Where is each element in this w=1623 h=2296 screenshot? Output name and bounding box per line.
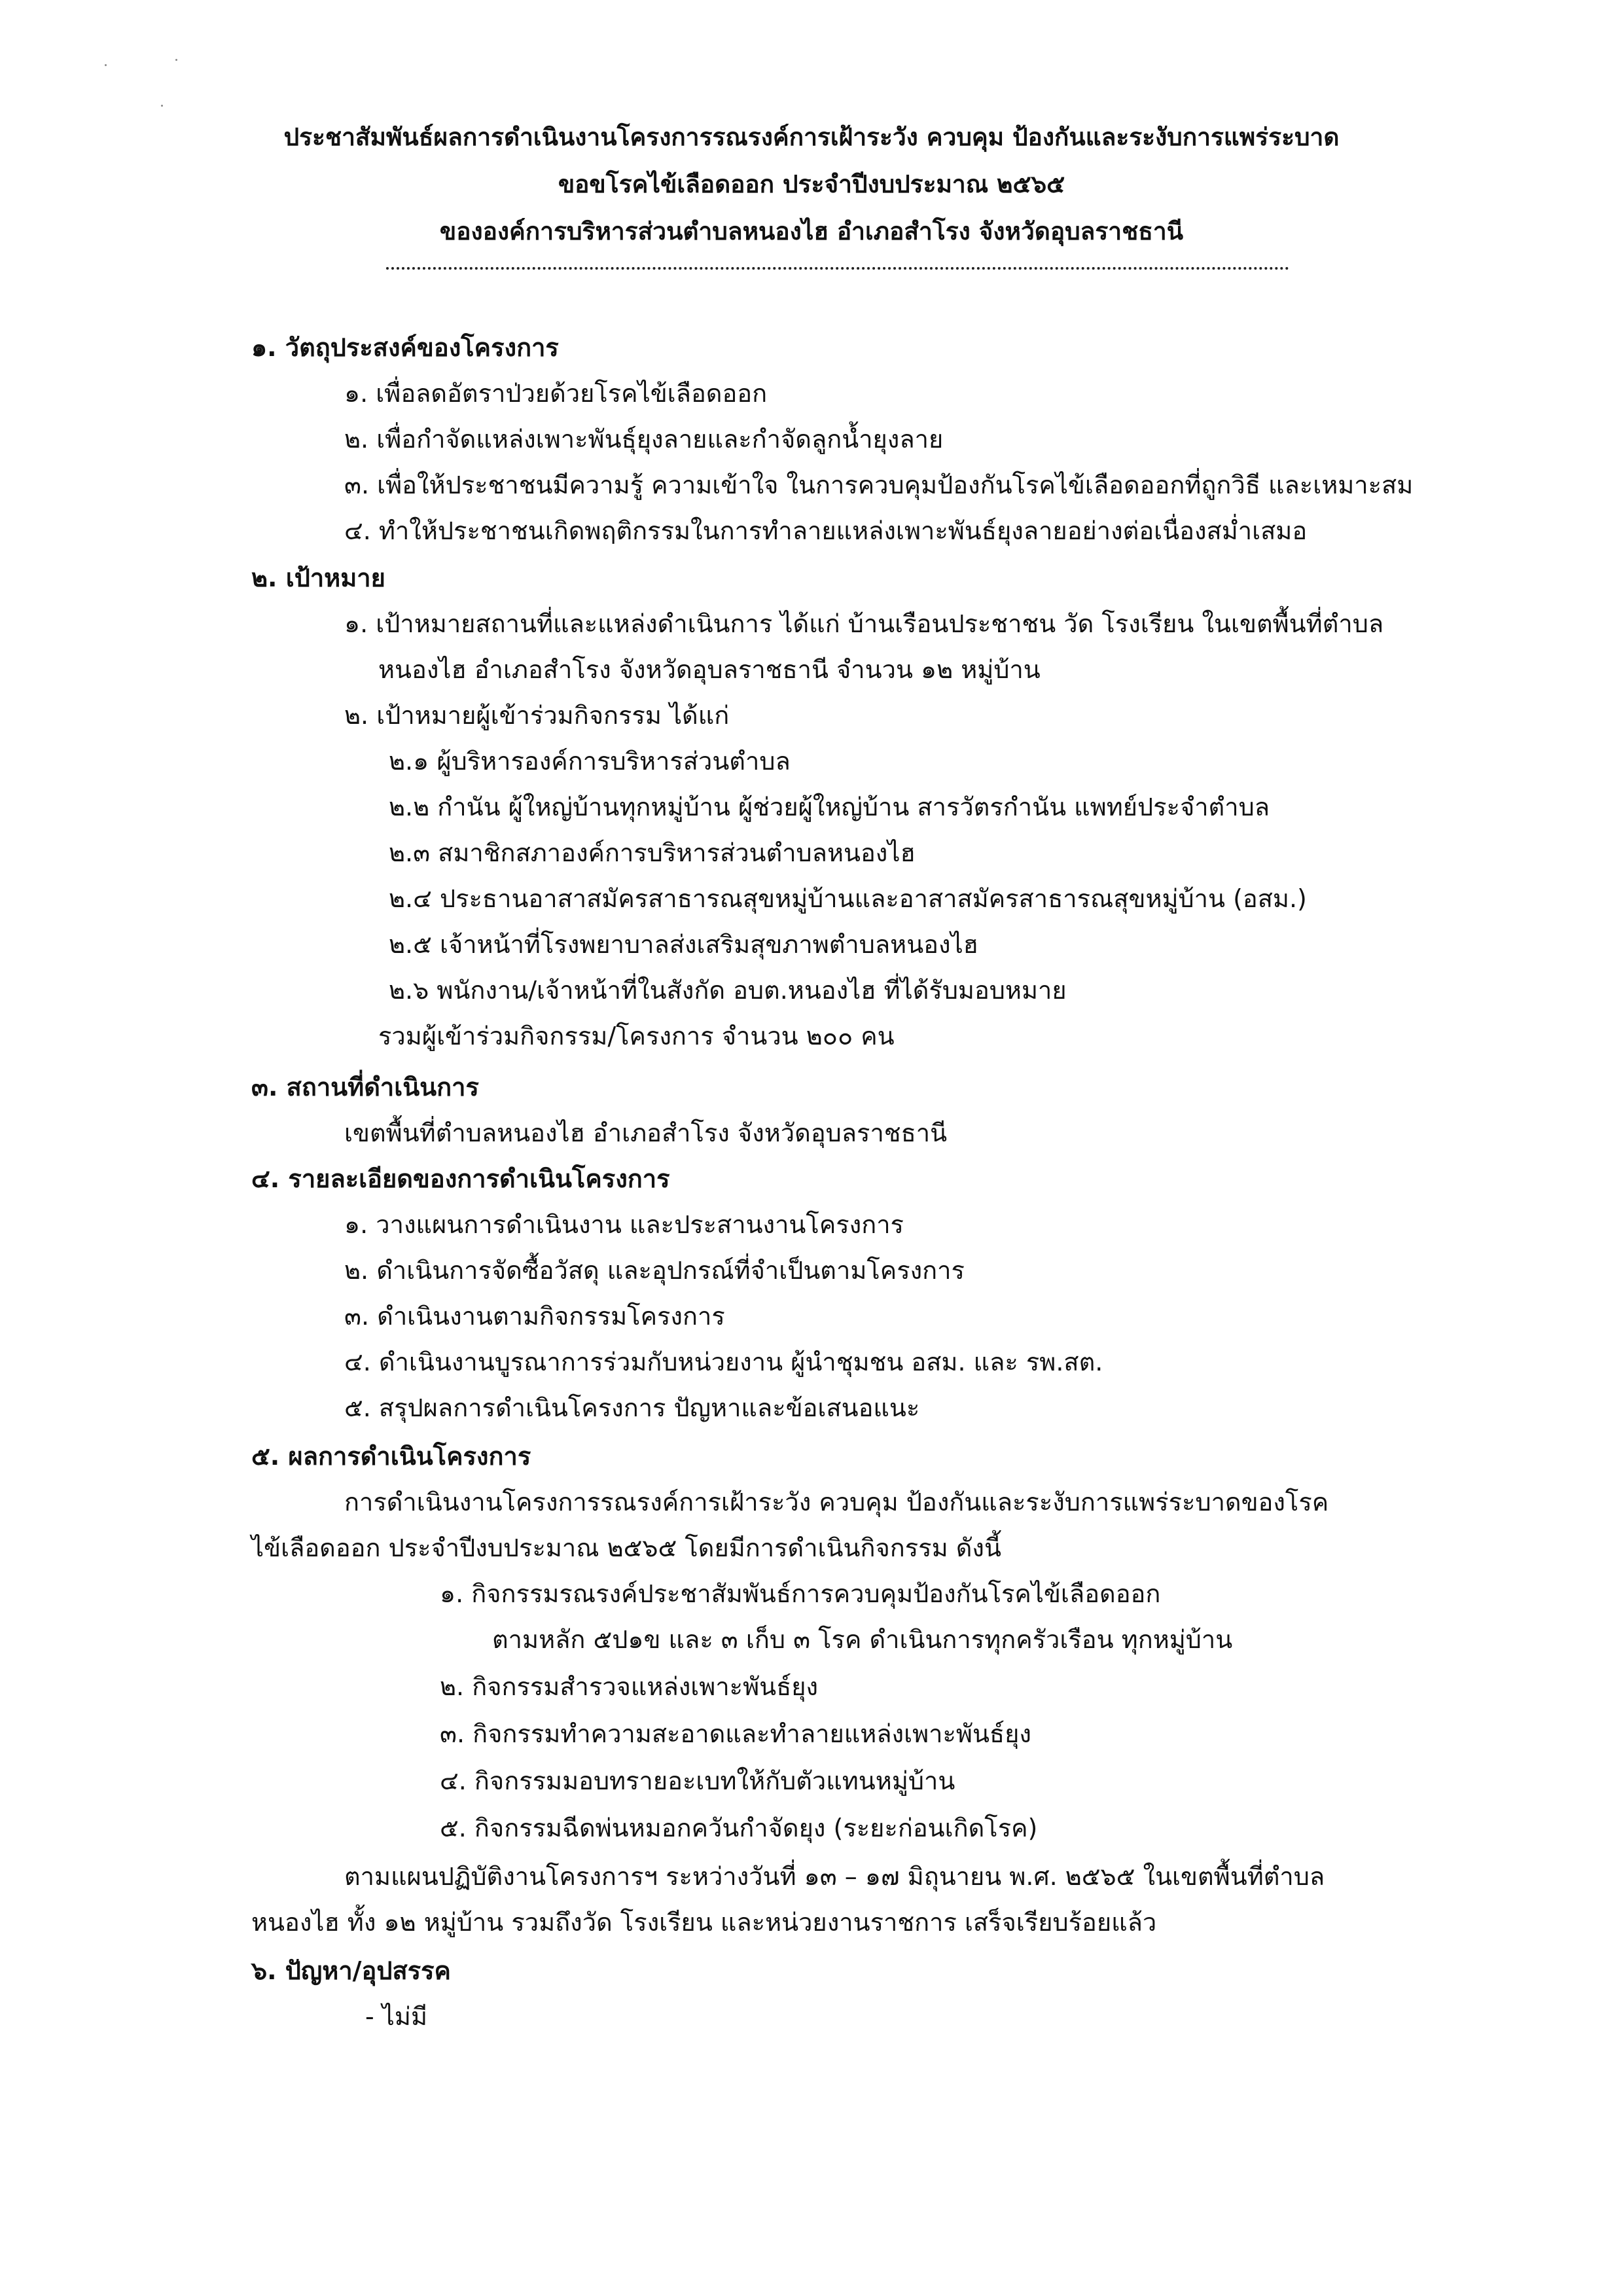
scan-speck <box>105 64 107 66</box>
doc-title-line-2: ขอขโรคไข้เลือดออก ประจำปีงบประมาณ ๒๕๖๕ <box>558 170 1065 198</box>
list-item: ๒. กิจกรรมสำรวจแหล่งเพาะพันธ์ยุง <box>440 1672 819 1701</box>
doc-title-line-1: ประชาสัมพันธ์ผลการดำเนินงานโครงการรณรงค์การเฝ้าระวัง ควบคุม ป้องกันและระงับการแพร่ระบาด <box>283 123 1340 151</box>
list-item: ๔. ทำให้ประชาชนเกิดพฤติกรรมในการทำลายแหล่งเพาะพันธ์ยุงลายอย่างต่อเนื่องสม่ำเสมอ <box>344 516 1308 545</box>
list-item: ๔. ดำเนินงานบูรณาการร่วมกับหน่วยงาน ผู้นำชุมชน อสม. และ รพ.สต. <box>344 1348 1103 1376</box>
result-intro-line-1: การดำเนินงานโครงการรณรงค์การเฝ้าระวัง ควบคุม ป้องกันและระงับการแพร่ระบาดของโรค <box>344 1488 1329 1516</box>
section-3-heading: ๓. สถานที่ดำเนินการ <box>251 1073 479 1102</box>
target-1-line-2: หนองไฮ อำเภอสำโรง จังหวัดอุบลราชธานี จำนวน ๑๒ หมู่บ้าน <box>378 655 1041 684</box>
result-intro-line-2: ไข้เลือดออก ประจำปีงบประมาณ ๒๕๖๕ โดยมีการดำเนินกิจกรรม ดังนี้ <box>251 1534 1001 1562</box>
list-item: ๒.๒ กำนัน ผู้ใหญ่บ้านทุกหมู่บ้าน ผู้ช่วยผู้ใหญ่บ้าน สารวัตรกำนัน แพทย์ประจำตำบล <box>389 793 1270 821</box>
list-item: ๓. กิจกรรมทำความสะอาดและทำลายแหล่งเพาะพันธ์ยุง <box>440 1719 1031 1748</box>
list-item: ๓. ดำเนินงานตามกิจกรรมโครงการ <box>344 1302 725 1331</box>
section-2-heading: ๒. เป้าหมาย <box>251 564 385 592</box>
activity-1-line-1: ๑. กิจกรรมรณรงค์ประชาสัมพันธ์การควบคุมป้องกันโรคไข้เลือดออก <box>440 1579 1161 1608</box>
section-6-heading: ๖. ปัญหา/อุปสรรค <box>251 1956 451 1985</box>
target-1-line-1: ๑. เป้าหมายสถานที่และแหล่งดำเนินการ ได้แก่ บ้านเรือนประชาชน วัด โรงเรียน ในเขตพื้นที่ตำบล <box>344 609 1384 638</box>
doc-title-line-3: ขององค์การบริหารส่วนตำบลหนองไฮ อำเภอสำโรง จังหวัดอุบลราชธานี <box>439 217 1184 245</box>
participant-total: รวมผู้เข้าร่วมกิจกรรม/โครงการ จำนวน ๒๐๐ คน <box>378 1022 895 1050</box>
target-2: ๒. เป้าหมายผู้เข้าร่วมกิจกรรม ได้แก่ <box>344 701 730 730</box>
list-item: ๑. เพื่อลดอัตราป่วยด้วยโรคไข้เลือดออก <box>344 379 768 408</box>
list-item: ๒.๔ ประธานอาสาสมัครสาธารณสุขหมู่บ้านและอาสาสมัครสาธารณสุขหมู่บ้าน (อสม.) <box>389 884 1307 913</box>
activity-1-line-2: ตามหลัก ๕ป๑ข และ ๓ เก็บ ๓ โรค ดำเนินการทุกครัวเรือน ทุกหมู่บ้าน <box>492 1625 1233 1654</box>
obstacles-text: - ไม่มี <box>365 2002 427 2031</box>
list-item: ๑. วางแผนการดำเนินงาน และประสานงานโครงการ <box>344 1210 904 1239</box>
list-item: ๕. สรุปผลการดำเนินโครงการ ปัญหาและข้อเสนอแนะ <box>344 1393 920 1422</box>
dotted-separator <box>386 267 1289 270</box>
section-4-heading: ๔. รายละเอียดของการดำเนินโครงการ <box>251 1164 670 1193</box>
list-item: ๒. เพื่อกำจัดแหล่งเพาะพันธุ์ยุงลายและกำจัดลูกน้ำยุงลาย <box>344 425 944 454</box>
list-item: ๔. กิจกรรมมอบทรายอะเบทให้กับตัวแทนหมู่บ้าน <box>440 1767 955 1795</box>
location-text: เขตพื้นที่ตำบลหนองไฮ อำเภอสำโรง จังหวัดอุบลราชธานี <box>344 1119 948 1147</box>
list-item: ๓. เพื่อให้ประชาชนมีความรู้ ความเข้าใจ ในการควบคุมป้องกันโรคไข้เลือดออกที่ถูกวิธี และเหมาะสม <box>344 471 1414 499</box>
scan-speck <box>161 105 163 107</box>
list-item: ๕. กิจกรรมฉีดพ่นหมอกควันกำจัดยุง (ระยะก่อนเกิดโรค) <box>440 1814 1038 1842</box>
list-item: ๒. ดำเนินการจัดซื้อวัสดุ และอุปกรณ์ที่จำเป็นตามโครงการ <box>344 1256 965 1285</box>
plan-line-1: ตามแผนปฏิบัติงานโครงการฯ ระหว่างวันที่ ๑๓ – ๑๗ มิถุนายน พ.ศ. ๒๕๖๕ ในเขตพื้นที่ตำบล <box>344 1862 1325 1891</box>
list-item: ๒.๖ พนักงาน/เจ้าหน้าที่ในสังกัด อบต.หนองไฮ ที่ได้รับมอบหมาย <box>389 976 1067 1005</box>
list-item: ๒.๑ ผู้บริหารองค์การบริหารส่วนตำบล <box>389 747 791 776</box>
section-5-heading: ๕. ผลการดำเนินโครงการ <box>251 1442 531 1471</box>
plan-line-2: หนองไฮ ทั้ง ๑๒ หมู่บ้าน รวมถึงวัด โรงเรียน และหน่วยงานราชการ เสร็จเรียบร้อยแล้ว <box>251 1908 1157 1937</box>
list-item: ๒.๓ สมาชิกสภาองค์การบริหารส่วนตำบลหนองไฮ <box>389 838 916 867</box>
list-item: ๒.๕ เจ้าหน้าที่โรงพยาบาลส่งเสริมสุขภาพตำบลหนองไฮ <box>389 930 978 959</box>
section-1-heading: ๑. วัตถุประสงค์ของโครงการ <box>251 333 559 362</box>
scan-speck <box>175 59 177 61</box>
